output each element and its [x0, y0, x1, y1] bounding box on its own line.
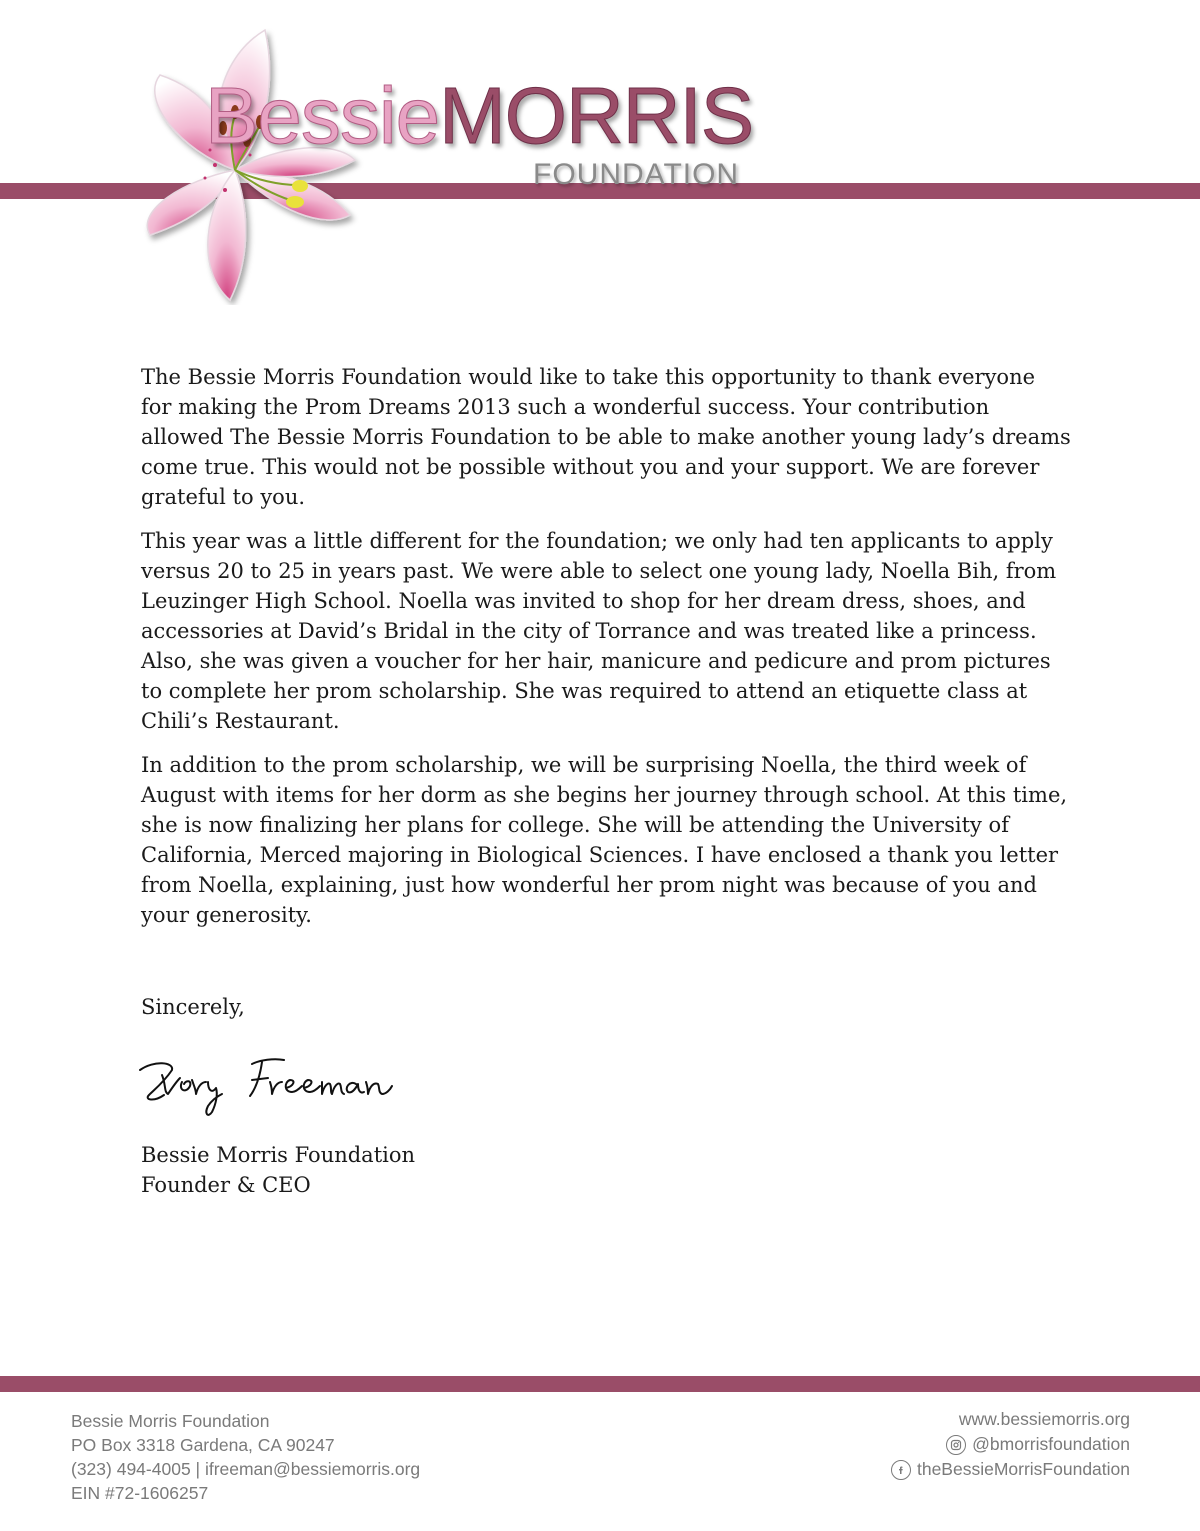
facebook-handle: theBessieMorrisFoundation: [916, 1459, 1130, 1479]
instagram-link[interactable]: [891, 1432, 1130, 1457]
signature: [134, 1050, 424, 1120]
footer-phone-email[interactable]: (323) 494-4005 | ifreeman@bessiemorris.org: [71, 1459, 421, 1479]
instagram-handle: @bmorrisfoundation: [972, 1434, 1130, 1454]
letter-closing: Sincerely,: [141, 995, 245, 1019]
facebook-link[interactable]: [891, 1457, 1130, 1482]
website-link[interactable]: www.bessiemorris.org: [958, 1409, 1130, 1429]
brand-subtitle: FOUNDATION: [533, 158, 740, 191]
signature-block: [141, 1140, 415, 1200]
signer-organization: Bessie Morris Foundation: [141, 1143, 416, 1167]
footer-band: [0, 1376, 1200, 1392]
letter-paragraph: This year was a little different for the foundation; we only had ten applicants to apply versus 20 to 25 in years past. We were able to select one young lady, Noella Bih, from Leuzinger High School. Noella was invited to shop for her dream dress, shoes, and accessories at David’s Bridal in the city of Torrance and was treated like a princess. Also, she was given a voucher for her hair, manicure and pedicure and prom pictures to complete her prom scholarship. She was required to attend an etiquette class at Chili’s Restaurant.: [141, 529, 1057, 733]
letter-body: [141, 362, 1071, 944]
foundation-logo: [75, 20, 754, 305]
footer-address: PO Box 3318 Gardena, CA 90247: [71, 1435, 335, 1455]
instagram-icon: [946, 1435, 966, 1455]
footer-social: [891, 1407, 1130, 1482]
letter-paragraph: The Bessie Morris Foundation would like to take this opportunity to thank everyone for making the Prom Dreams 2013 such a wonderful success. Your contribution allowed The Bessie Morris Foundation to be able to make another young lady’s dreams come true. This would not be possible without you and your support. We are forever grateful to you.: [141, 365, 1071, 509]
facebook-icon: [891, 1460, 911, 1480]
brand-word-bessie: Bessie: [205, 71, 440, 160]
footer-name: Bessie Morris Foundation: [71, 1411, 270, 1431]
letter-paragraph: In addition to the prom scholarship, we will be surprising Noella, the third week of August with items for her dorm as she begins her journey through school. At this time, she is now finalizing her plans for college. She will be attending the University of California, Merced majoring in Biological Sciences. I have enclosed a thank you letter from Noella, explaining, just how wonderful her prom night was because of you and your generosity.: [141, 753, 1068, 927]
footer-ein: EIN #72-1606257: [71, 1483, 209, 1503]
footer-contact: [71, 1409, 420, 1505]
signer-title: Founder & CEO: [141, 1173, 311, 1197]
brand-word-morris: MORRIS: [439, 71, 754, 160]
brand-wordmark: [205, 71, 754, 160]
